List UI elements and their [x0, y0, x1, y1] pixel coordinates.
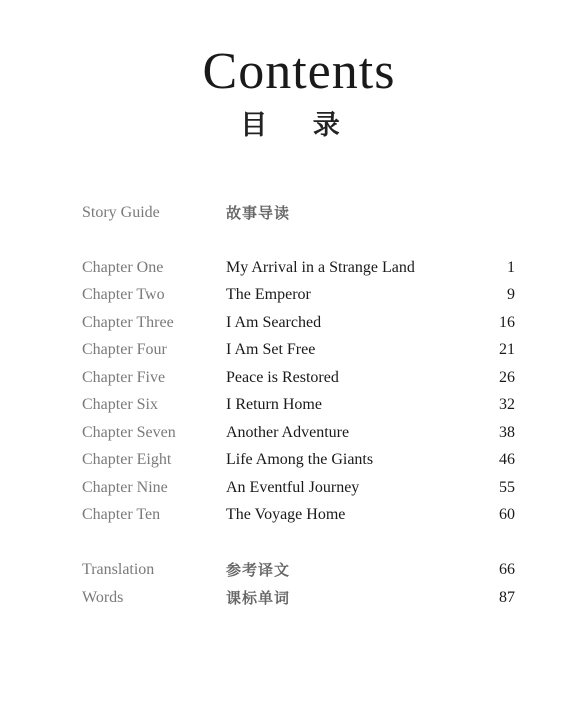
toc-entry-label: Chapter Seven [82, 424, 176, 441]
toc-entry-label: Chapter Five [82, 369, 166, 386]
toc-entry-label: Chapter Nine [82, 479, 168, 496]
toc-entry-chapter-9[interactable] [0, 476, 582, 500]
toc-entry-chapter-8[interactable] [0, 448, 582, 472]
toc-entry-chapter-10[interactable] [0, 503, 582, 527]
toc-entry-label: Chapter Four [82, 341, 167, 358]
toc-entry-title: My Arrival in a Strange Land [226, 259, 415, 276]
toc-entry-label: Words [82, 589, 124, 606]
toc-entry-label: Chapter Two [82, 286, 165, 303]
toc-entry-title: Life Among the Giants [226, 451, 374, 468]
toc-entry-title: Another Adventure [226, 424, 350, 441]
toc-entry-chapter-6[interactable] [0, 393, 582, 417]
toc-entry-page: 21 [499, 341, 515, 358]
toc-entry-page: 55 [499, 479, 515, 496]
toc-entry-page: 9 [507, 286, 515, 303]
toc-entry-label: Chapter Six [82, 396, 158, 413]
toc-entry-title: I Am Searched [226, 314, 322, 331]
toc-entry-title: An Eventful Journey [226, 479, 360, 496]
toc-entry-chapter-2[interactable] [0, 283, 582, 307]
toc-entry-page: 46 [499, 451, 515, 468]
page-subtitle: 目 录 [240, 110, 358, 141]
toc-entry-page: 26 [499, 369, 515, 386]
toc-entry-title: The Voyage Home [226, 506, 346, 523]
toc-entry-title: 故事导读 [226, 204, 291, 222]
toc-entry-title: I Am Set Free [226, 341, 316, 358]
toc-entry-label: Chapter Eight [82, 451, 172, 468]
toc-entry-chapter-7[interactable] [0, 421, 582, 445]
toc-entry-page: 16 [499, 314, 515, 331]
toc-entry-label: Chapter Three [82, 314, 174, 331]
page-title: Contents [202, 43, 396, 100]
toc-entry-page: 38 [499, 424, 515, 441]
toc-entry-label: Story Guide [82, 204, 160, 221]
toc-entry-page: 32 [499, 396, 515, 413]
toc-entry-title: The Emperor [226, 286, 311, 303]
toc-entry-chapter-1[interactable] [0, 256, 582, 280]
toc-entry-title: Peace is Restored [226, 369, 339, 386]
toc-entry-chapter-5[interactable] [0, 366, 582, 390]
toc-entry-title: I Return Home [226, 396, 322, 413]
toc-entry-page: 60 [499, 506, 515, 523]
toc-entry-words[interactable] [0, 586, 582, 610]
toc-entry-title: 参考译文 [226, 561, 291, 579]
toc-entry-page: 87 [499, 589, 515, 606]
toc-entry-story-guide[interactable] [0, 201, 582, 225]
toc-entry-label: Chapter Ten [82, 506, 161, 523]
toc-entry-label: Translation [82, 561, 155, 578]
toc-entry-translation[interactable] [0, 558, 582, 582]
toc-entry-label: Chapter One [82, 259, 164, 276]
toc-entry-page: 66 [499, 561, 515, 578]
toc-entry-page: 1 [507, 259, 515, 276]
toc-entry-chapter-4[interactable] [0, 338, 582, 362]
toc-entry-chapter-3[interactable] [0, 311, 582, 335]
toc-entry-title: 课标单词 [226, 589, 291, 607]
